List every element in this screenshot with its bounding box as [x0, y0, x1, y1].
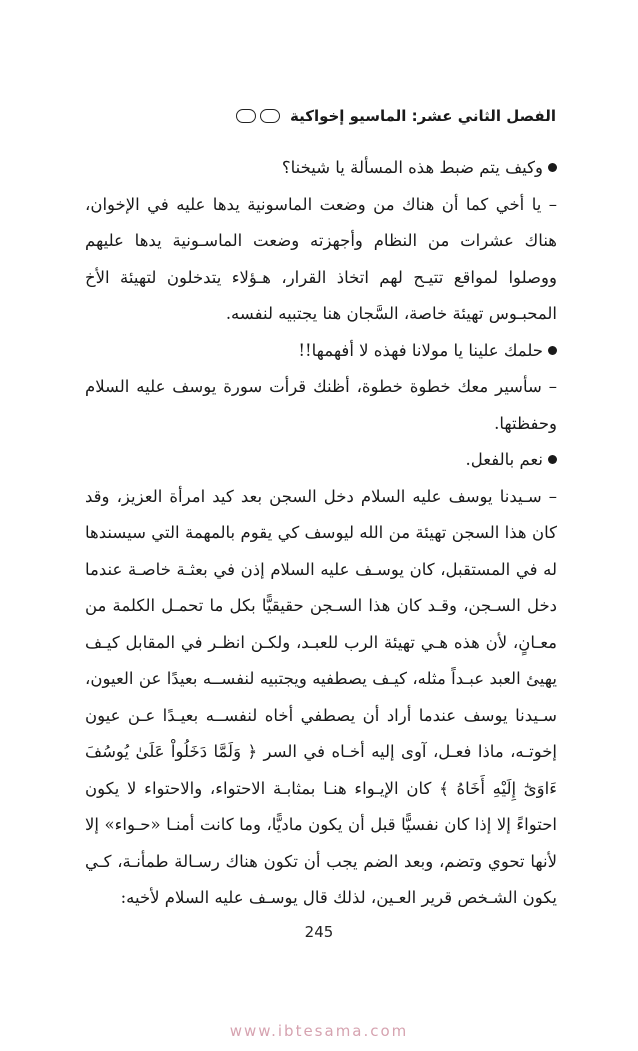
answer-paragraph: – سـيدنا يوسف عليه السلام دخل السجن بعد كيد امرأة العزيز، وقد كان هذا السجن تهيئة من الله ليوسف كي يقوم بالمهمة التي سيسندها له في المستقبل، كان يوسـف عليه السلام إذن في بعثـة خاصـة عندما دخل السـجن، وقـد كان هذا السـجن حقيقيًّا بكل ما تحمـل الكلمة من معـانٍ، لأن هذه هـي تهيئة الرب للعبـد، ولكـن انظـر في المقابل كيـف يهيئ العبد عبـداً مثله، كيـف يصطفيه ويجتبيه لنفســه بعيدًا عن العيون، سـيدنا يوسف عندما أراد أن يصطفي أخاه لنفســه بعيـدًا عـن عيون إخوتـه، ماذا فعـل، آوى إليه أخـاه في السر ﴿ وَلَمَّا دَخَلُواْ عَلَىٰ يُوسُفَ ءَاوَىٰٓ إِلَيْهِ أَخَاهُ ﴾ كان الإيـواء هنـا بمثابـة الاحتواء، والاحتواء لا يكون احتواءً إلا إذا كان نفسيًّا قبل أن يكون ماديًّا، وما كانت أمنـا «حـواء» إلا لأنها تحوي وتضم، وبعد الضم يجب أن تكون هناك رسـالة طمأنـة، كـي يكون الشـخص قرير العـين، لذلك قال يوسـف عليه السلام لأخيه: [85, 486, 557, 907]
paragraph-text: نعم بالفعل. [465, 450, 543, 469]
watermark: www.ibtesama.com [229, 1022, 409, 1040]
ornament-box-icon [260, 109, 280, 123]
running-header [88, 104, 556, 128]
paragraph-text: حلمك علينا يا مولانا فهذه لا أفهمها!! [298, 340, 543, 360]
answer-paragraph: – سأسير معك خطوة خطوة، أظنك قرأت سورة يوسف عليه السلام وحفظتها. [85, 377, 557, 433]
header-ornament [236, 109, 280, 123]
bullet-icon [548, 163, 557, 172]
question-paragraph [85, 442, 557, 479]
chapter-title: الفصل الثاني عشر: الماسيو إخواكية [290, 107, 556, 125]
question-paragraph [85, 333, 557, 370]
ornament-box-icon [236, 109, 256, 123]
paragraph-text: وكيف يتم ضبط هذه المسألة يا شيخنا؟ [281, 158, 543, 177]
page-body [85, 150, 557, 917]
page-number: 245 [304, 923, 334, 941]
bullet-icon [548, 346, 557, 355]
answer-paragraph: – يا أخي كما أن هناك من وضعت الماسونية يدها عليه في الإخوان، هناك عشرات من النظام وأجهزته وضعت الماسـونية يدها عليهم ووصلوا لمواقع تتيـح لهم اتخاذ القرار، هـؤلاء يتدخلون لتهيئة الأخ المحبـوس تهيئة خاصة، السَّجان هنا يجتبيه لنفسه. [85, 194, 557, 323]
bullet-icon [548, 455, 557, 464]
question-paragraph [85, 150, 557, 187]
